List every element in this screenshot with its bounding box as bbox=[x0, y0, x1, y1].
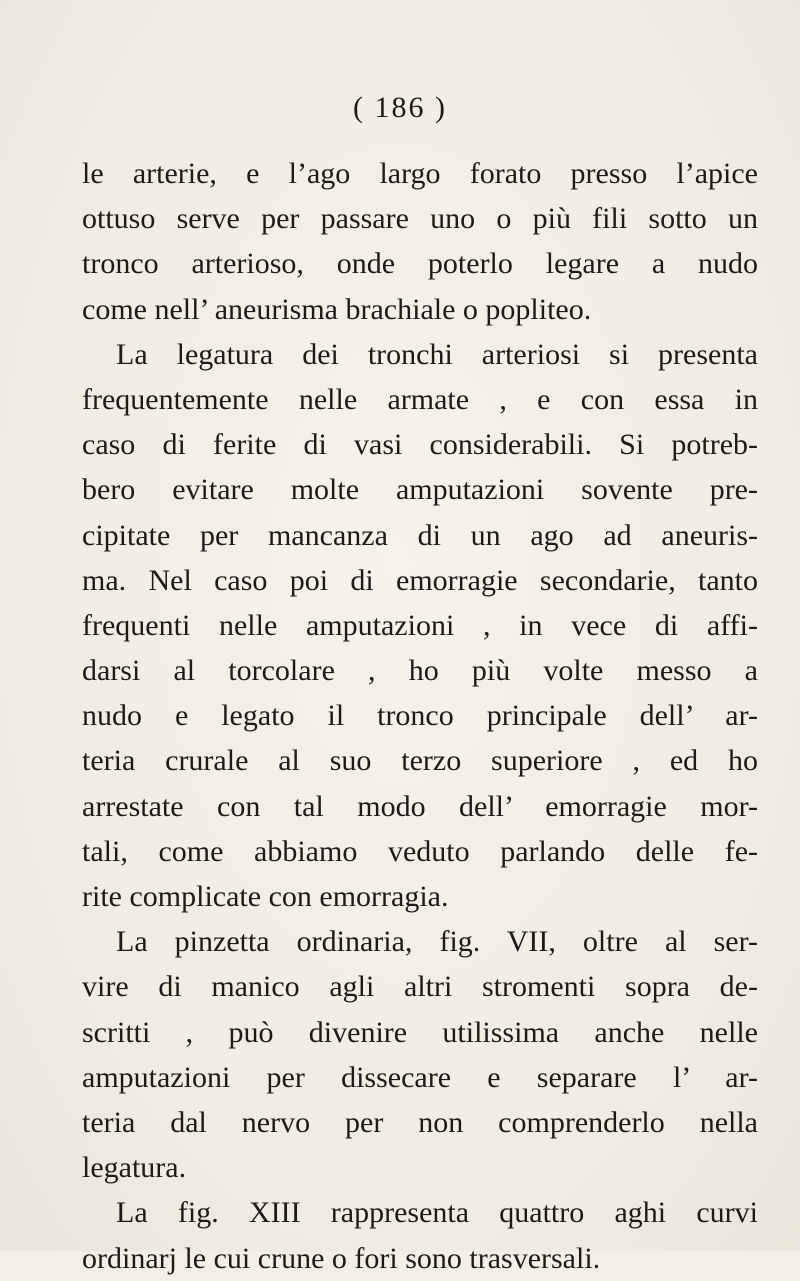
text-line: La pinzetta ordinaria, fig. VII, oltre al ser- bbox=[116, 925, 758, 959]
text-line: come nell’ aneurisma brachiale o popliteo. bbox=[82, 292, 592, 326]
text-line: tali, come abbiamo veduto parlando delle fe- bbox=[82, 834, 758, 868]
text-line: nudo e legato il tronco principale dell’ ar- bbox=[82, 699, 758, 733]
text-line: scritti , può divenire utilissima anche nelle bbox=[82, 1015, 758, 1049]
text-line: cipitate per mancanza di un ago ad aneuris- bbox=[82, 518, 758, 552]
text-line: frequenti nelle amputazioni , in vece di affi- bbox=[82, 608, 758, 642]
text-line: darsi al torcolare , ho più volte messo a bbox=[82, 654, 758, 688]
text-line: La legatura dei tronchi arteriosi si presenta bbox=[116, 337, 758, 371]
text-line: arrestate con tal modo dell’ emorragie mor- bbox=[82, 789, 758, 823]
text-line: caso di ferite di vasi considerabili. Si potreb- bbox=[82, 428, 758, 462]
page-number: ( 186 ) bbox=[353, 91, 447, 124]
body-text bbox=[82, 151, 758, 1281]
text-line: La fig. XIII rappresenta quattro aghi curvi bbox=[116, 1196, 758, 1230]
text-line: le arterie, e l’ago largo forato presso l’apice bbox=[82, 157, 758, 190]
text-line: rite complicate con emorragia. bbox=[82, 880, 449, 913]
text-line: bero evitare molte amputazioni sovente pre- bbox=[82, 473, 758, 507]
text-line: ottuso serve per passare uno o più fili sotto un bbox=[82, 202, 758, 236]
text-line: ordinarj le cui crune o fori sono trasversali. bbox=[82, 1241, 601, 1275]
text-line: teria crurale al suo terzo superiore , ed ho bbox=[82, 744, 758, 778]
text-line: amputazioni per dissecare e separare l’ ar- bbox=[82, 1060, 758, 1094]
text-line: teria dal nervo per non comprenderlo nella bbox=[82, 1105, 758, 1139]
text-line: tronco arterioso, onde poterlo legare a nudo bbox=[82, 247, 758, 281]
text-line: frequentemente nelle armate , e con essa in bbox=[82, 382, 758, 416]
text-line: legatura. bbox=[82, 1151, 187, 1185]
text-line: vire di manico agli altri stromenti sopra de- bbox=[82, 970, 758, 1004]
text-line: ma. Nel caso poi di emorragie secondarie, tanto bbox=[82, 563, 758, 597]
